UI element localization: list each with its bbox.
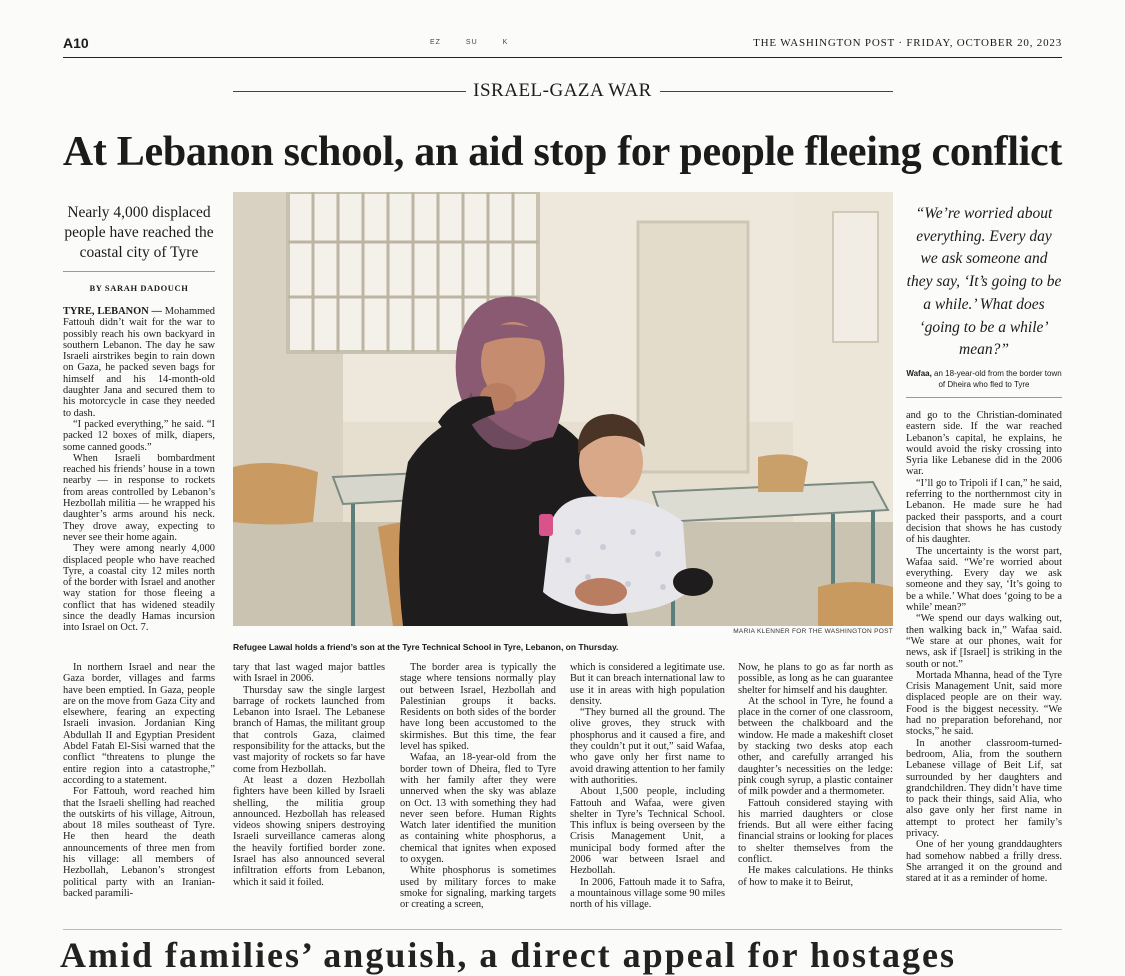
paragraph: The uncertainty is the worst part, Wafaa said. “We’re worried about everything. Every day we ask someone and they say, ‘It’s going to be a while.’ What does ‘going to be a while’ mean?” <box>906 545 1062 614</box>
photo-credit: MARIA KLENNER FOR THE WASHINGTON POST <box>733 628 893 635</box>
deck-rule <box>63 271 215 272</box>
paragraph: In another classroom-turned-bedroom, Alia, from the southern Lebanese village of Beit Lif, sat surrounded by her daughters and grandchildren. They didn’t have time to pack their things, said Alia, who also gave only her first name in attempt to protect her family’s privacy. <box>906 737 1062 839</box>
dateline: TYRE, LEBANON — <box>63 306 162 317</box>
paragraph: One of her young granddaughters had somehow nabbed a frilly dress. She arranged it on the ground and stared at it as a reminder of home. <box>906 839 1062 885</box>
article-column-6 <box>906 410 1062 921</box>
paragraph: He makes calculations. He thinks of how to make it to Beirut, <box>738 865 893 888</box>
paragraph: Fattouh considered staying with his married daughters or close friends. But all were either facing financial strains or looking for places to shelter themselves from the conflict. <box>738 797 893 866</box>
pull-quote: “We’re worried about everything. Every day we ask someone and they say, ‘It’s going to be a while.’ What does ‘going to be a while’ mean?” <box>906 205 1062 359</box>
photo <box>233 192 893 626</box>
edition-codes <box>430 39 530 46</box>
pull-quote-attribution: Wafaa, an 18-year-old from the border town of Dheira who fled to Tyre <box>906 369 1062 389</box>
paragraph: In 2006, Fattouh made it to Safra, a mountainous village some 90 miles north of his village. <box>570 876 725 911</box>
page-number: A10 <box>63 35 89 51</box>
section-label: ISRAEL-GAZA WAR <box>473 80 652 101</box>
paragraph: Wafaa, an 18-year-old from the border town of Dheira, fled to Tyre with her family after they were unnerved when the sky was ablaze on Oct. 13 with something they had never seen before. Human Rights Watch later identified the munition as containing white phosphorus, a chemical that ignites when exposed to oxygen. <box>400 752 556 866</box>
paragraph: “I’ll go to Tripoli if I can,” he said, referring to the northernmost city in Lebanon. He made sure he had packed their passports, and a court decision that shows he has custody of his daughter. <box>906 477 1062 546</box>
pull-quote-rule <box>906 397 1062 398</box>
header-rule <box>63 57 1062 58</box>
article-column-4 <box>570 662 725 921</box>
paragraph: At least a dozen Hezbollah fighters have been killed by Israeli shelling, the militia group announced. Hezbollah has released videos showing snipers destroying Israeli surveillance cameras along the heavily fortified border zone. Israel has also announced several infiltration efforts from Lebanon, which it said it foiled. <box>233 774 385 888</box>
article-column-1-continued <box>63 662 215 921</box>
article-column-2 <box>233 662 385 921</box>
publication-dateline: THE WASHINGTON POST · FRIDAY, OCTOBER 20, 2023 <box>753 37 1062 49</box>
paragraph: which is considered a legitimate use. But it can breach international law to use it in areas with high population density. <box>570 662 725 707</box>
paragraph: In northern Israel and near the Gaza border, villages and farms have been emptied. In Gaza, people are on the move from Gaza City and elsewhere, fearing an expecting Israeli invasion. Jordanian King Abdullah II and Egyptian President Abdel Fatah El-Sisi warned that the conflict “threatens to plunge the entire region into a catastrophe,” according to a statement. <box>63 662 215 786</box>
quote-speaker: Wafaa, <box>906 369 932 378</box>
article-column-5 <box>738 662 893 921</box>
paragraph: tary that last waged major battles with Israel in 2006. <box>233 662 385 685</box>
paragraph: White phosphorus is sometimes used by military forces to make smoke for signaling, marking targets or creating a screen, <box>400 865 556 911</box>
paragraph: TYRE, LEBANON — Mohammed Fattouh didn’t wait for the war to possibly reach his own backyard in southern Lebanon. The day he saw Israeli airstrikes begin to rain down on Gaza, he packed seven bags for himself and his 14-month-old daughter Jana and secured them to his motorcycle in case they needed to dash. <box>63 306 215 419</box>
paragraph: At the school in Tyre, he found a place in the corner of one classroom, between the chalkboard and the window. He made a makeshift closet by stacking two desks atop each other, and carefully arranged his daughter’s necessities on the ledge: pink cough syrup, a plastic container of milk powder and a thermometer. <box>738 695 893 798</box>
paragraph: “They burned all the ground. The olive groves, they struck with phosphorus and it caused a fire, and they couldn’t put it out,” said Wafaa, who gave only her first name to avoid drawing attention to her family with authorities. <box>570 707 725 786</box>
headline: At Lebanon school, an aid stop for people fleeing conflict <box>62 129 1063 175</box>
photo-caption: Refugee Lawal holds a friend’s son at the Tyre Technical School in Tyre, Lebanon, on Thursday. <box>233 642 619 652</box>
paragraph: For Fattouh, word reached him that the Israeli shelling had reached the outskirts of his village, Aitroun, about 18 miles southeast of Tyre. He then heard the death announcements of three men from his village: all members of Hezbollah, Lebanon’s strongest political party with an Iranian-backed paramili- <box>63 786 215 899</box>
paragraph: “We spend our days walking out, then walking back in,” Wafaa said. “We stare at our phones, wait for news, ask if [Israel] is striking in the south or not.” <box>906 613 1062 670</box>
paragraph: When Israeli bombardment reached his friends’ house in a town nearby — in response to rockets from areas controlled by Lebanon’s Hezbollah militia — he wrapped his daughter’s arms around his neck. They drove away, expecting to never see their home again. <box>63 452 215 543</box>
edition-code: EZ <box>430 39 441 46</box>
photo-illustration <box>233 192 893 626</box>
paragraph: and go to the Christian-dominated eastern side. If the war reached Lebanon’s capital, he explains, he would avoid the risky crossing into Syria like Lebanese did in the 2006 war. <box>906 410 1062 478</box>
edition-code: SU <box>465 39 478 46</box>
paragraph: The border area is typically the stage where tensions normally play out between Israel, Hezbollah and Palestinian groups it backs. Residents on both sides of the border have long been accustomed to the skirmishes. But this time, the fear level has spiked. <box>400 662 556 753</box>
edition-code: K <box>502 39 509 46</box>
article-column-3 <box>400 662 556 921</box>
paragraph: Mortada Mhanna, head of the Tyre Crisis Management Unit, said more displaced people are on their way. Food is the biggest necessity. “We had no preparation beforehand, nor stocks,” he said. <box>906 669 1062 738</box>
byline: BY SARAH DADOUCH <box>89 283 189 293</box>
article-column-1 <box>63 306 215 661</box>
deck: Nearly 4,000 displaced people have reached the coastal city of Tyre <box>64 204 214 261</box>
paragraph: They were among nearly 4,000 displaced people who have reached Tyre, a coastal city 12 miles north of the border with Israel and another way station for those fleeing a conflict that has widened steadily since the deadly Hamas incursion into Israel on Oct. 7. <box>63 543 215 634</box>
paragraph: About 1,500 people, including Fattouh and Wafaa, were given shelter in Tyre’s Technical School. This influx is being overseen by the Crisis Management Unit, a municipal body formed after the 2006 war between Israel and Hezbollah. <box>570 786 725 877</box>
paragraph: Now, he plans to go as far north as possible, as long as he can guarantee shelter for himself and his daughter. <box>738 662 893 696</box>
bottom-rule <box>63 929 1062 930</box>
next-article-headline: Amid families’ anguish, a direct appeal for hostages <box>60 935 957 975</box>
paragraph: Thursday saw the single largest barrage of rockets launched from Lebanon into Israel. The Lebanese branch of Hamas, the militant group that controls Gaza, claimed responsibility for the attacks, but the vast majority of rockets so far have come from Hezbollah. <box>233 684 385 775</box>
paragraph: “I packed everything,” he said. “I packed 12 boxes of milk, diapers, some canned goods.” <box>63 418 215 453</box>
